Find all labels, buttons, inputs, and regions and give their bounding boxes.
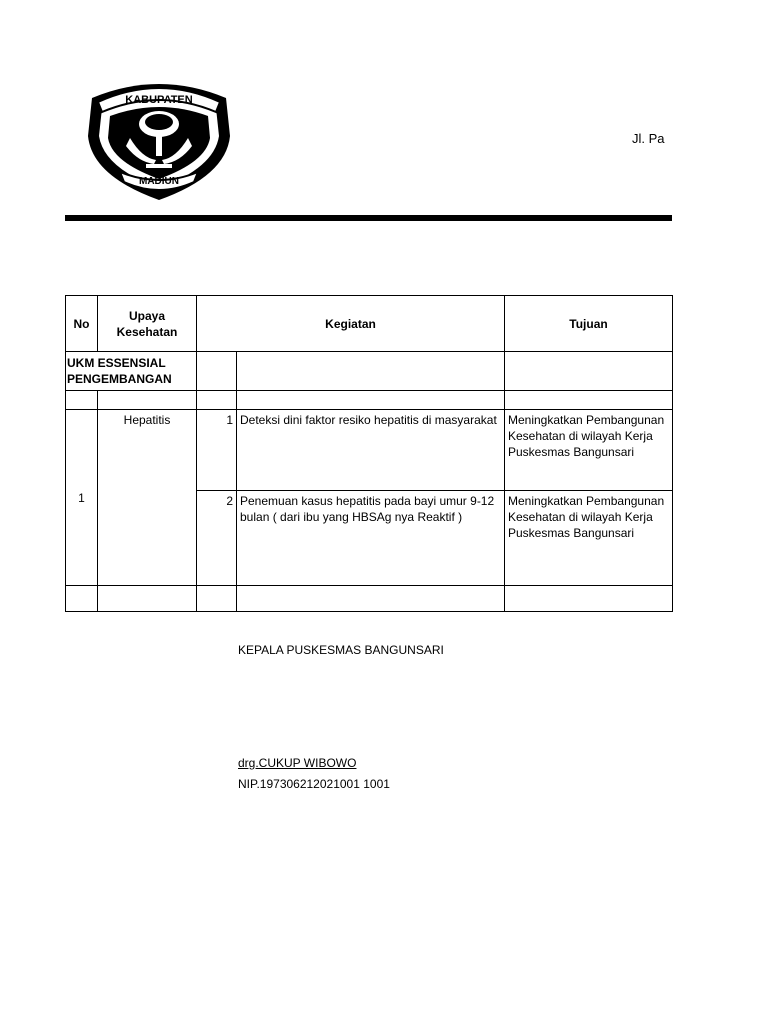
spacer-row	[66, 586, 673, 612]
header-upaya: Upaya Kesehatan	[98, 296, 197, 352]
row-num: 1	[197, 410, 237, 491]
header-divider	[65, 215, 672, 221]
header-kegiatan: Kegiatan	[197, 296, 505, 352]
row-num: 2	[197, 491, 237, 586]
header-no: No	[66, 296, 98, 352]
section-title: UKM ESSENSIAL PENGEMBANGAN	[66, 352, 197, 391]
spacer-row	[66, 391, 673, 410]
signature-nip: NIP.197306212021001 1001	[238, 777, 390, 791]
table-row	[66, 410, 673, 491]
row-group-no: 1	[66, 410, 98, 586]
row-tujuan: Meningkatkan Pembangunan Kesehatan di wilayah Kerja Puskesmas Bangunsari	[505, 410, 673, 491]
logo-top-text: KABUPATEN	[125, 94, 193, 106]
section-row	[66, 352, 673, 391]
header-tujuan: Tujuan	[505, 296, 673, 352]
activity-table	[65, 295, 673, 612]
header-address: Jl. Pa	[632, 131, 665, 146]
row-group-upaya: Hepatitis	[98, 410, 197, 586]
row-kegiatan: Penemuan kasus hepatitis pada bayi umur 9-12 bulan ( dari ibu yang HBSAg nya Reaktif )	[237, 491, 505, 586]
signature-title: KEPALA PUSKESMAS BANGUNSARI	[238, 643, 444, 657]
row-kegiatan: Deteksi dini faktor resiko hepatitis di masyarakat	[237, 410, 505, 491]
table-header-row	[66, 296, 673, 352]
row-tujuan: Meningkatkan Pembangunan Kesehatan di wilayah Kerja Puskesmas Bangunsari	[505, 491, 673, 586]
signature-name: drg.CUKUP WIBOWO	[238, 756, 357, 770]
kabupaten-madiun-logo	[80, 76, 238, 204]
logo-bottom-text: MADIUN	[139, 176, 179, 187]
